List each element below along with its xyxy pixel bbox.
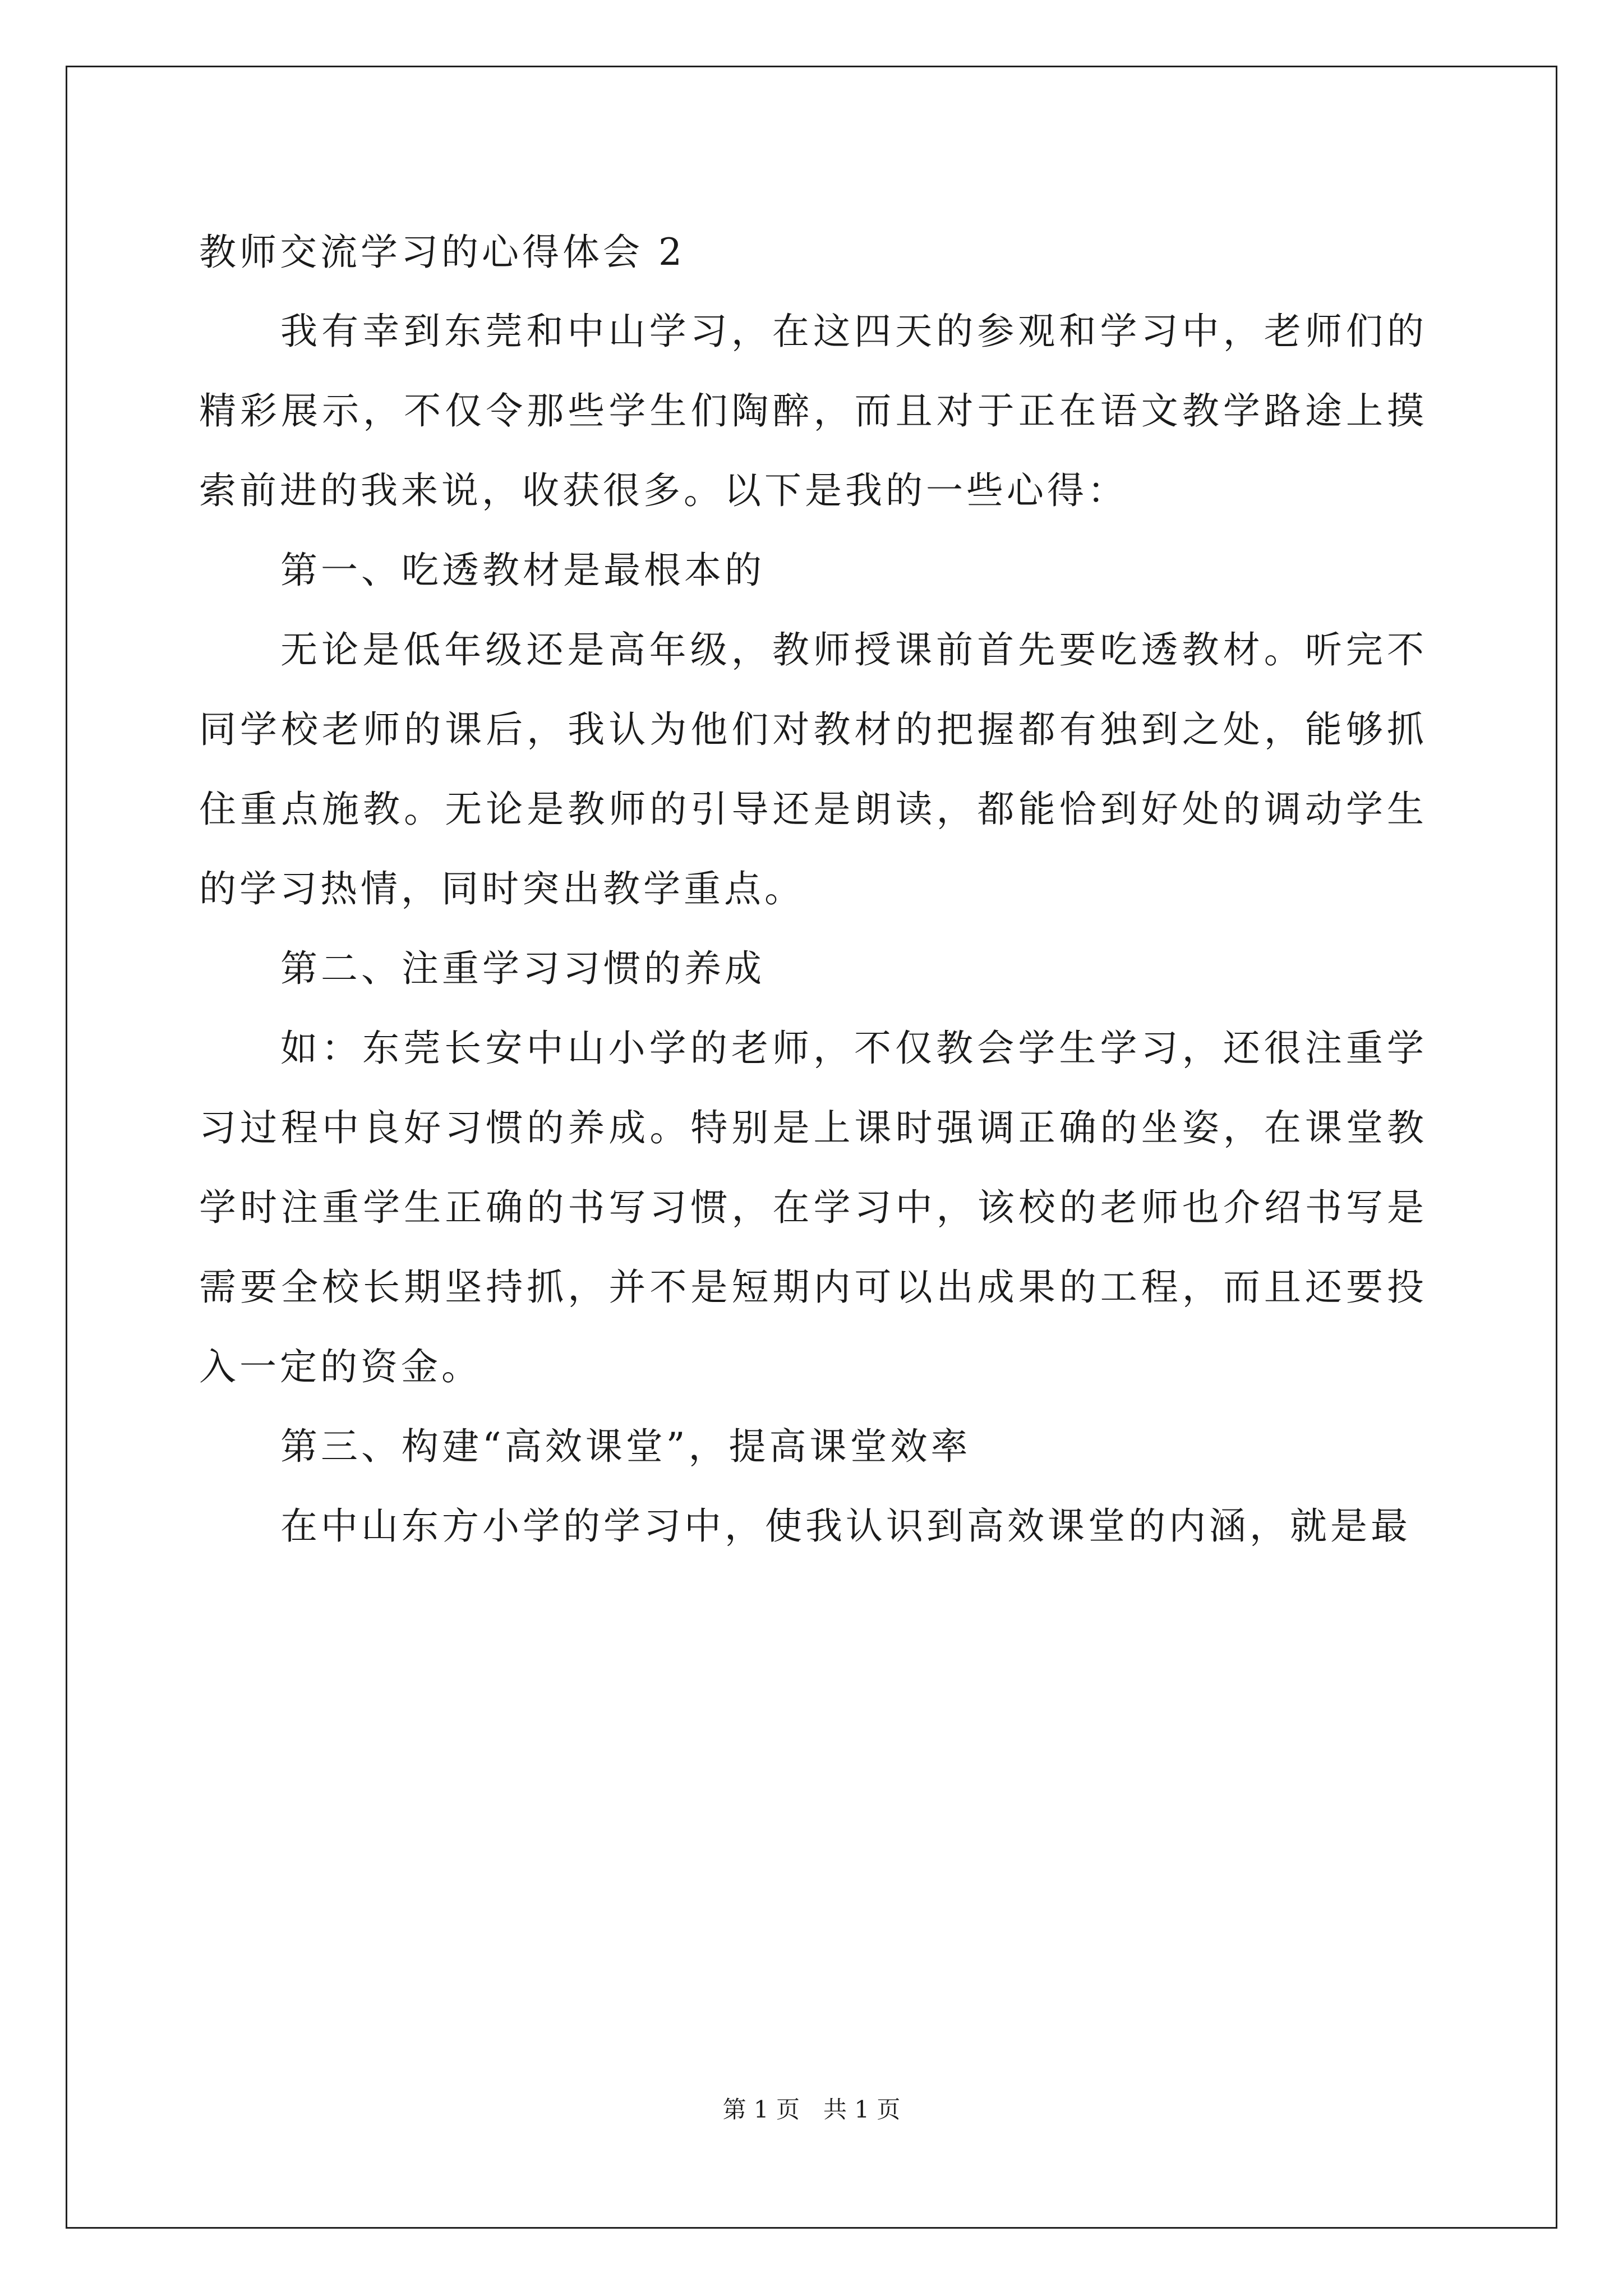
section-heading-2: 第二、注重学习习惯的养成 [280,947,765,990]
paragraph-section-3: 在中山东方小学的学习中，使我认识到高效课堂的内涵，就是最 [280,1504,1411,1548]
document-title: 教师交流学习的心得体会 2 [199,231,685,274]
paragraph-section-1: 无论是低年级还是高年级，教师授课前首先要吃透教材。听完不同学校老师的课后，我认为他们对教材的把握都有独到之处，能够抓住重点施教。无论是教师的引导还是朗读，都能恰到好处的调动学生的学习热情，同时突出教学重点。 [199,628,1427,910]
paragraph-intro: 我有幸到东莞和中山学习，在这四天的参观和学习中，老师们的精彩展示，不仅令那些学生们陶醉，而且对于正在语文教学路途上摸索前进的我来说，收获很多。以下是我的一些心得： [199,310,1427,512]
paragraph-section-2: 如：东莞长安中山小学的老师，不仅教会学生学习，还很注重学习过程中良好习惯的养成。特别是上课时强调正确的坐姿，在课堂教学时注重学生正确的书写习惯，在学习中，该校的老师也介绍书写是需要全校长期坚持抓，并不是短期内可以出成果的工程，而且还要投入一定的资金。 [199,1027,1427,1388]
section-heading-3: 第三、构建“高效课堂”，提高课堂效率 [280,1425,971,1468]
page-number-footer: 第 1 页 共 1 页 [722,2096,901,2123]
section-heading-1: 第一、吃透教材是最根本的 [280,549,765,592]
document-body [199,213,1427,1566]
